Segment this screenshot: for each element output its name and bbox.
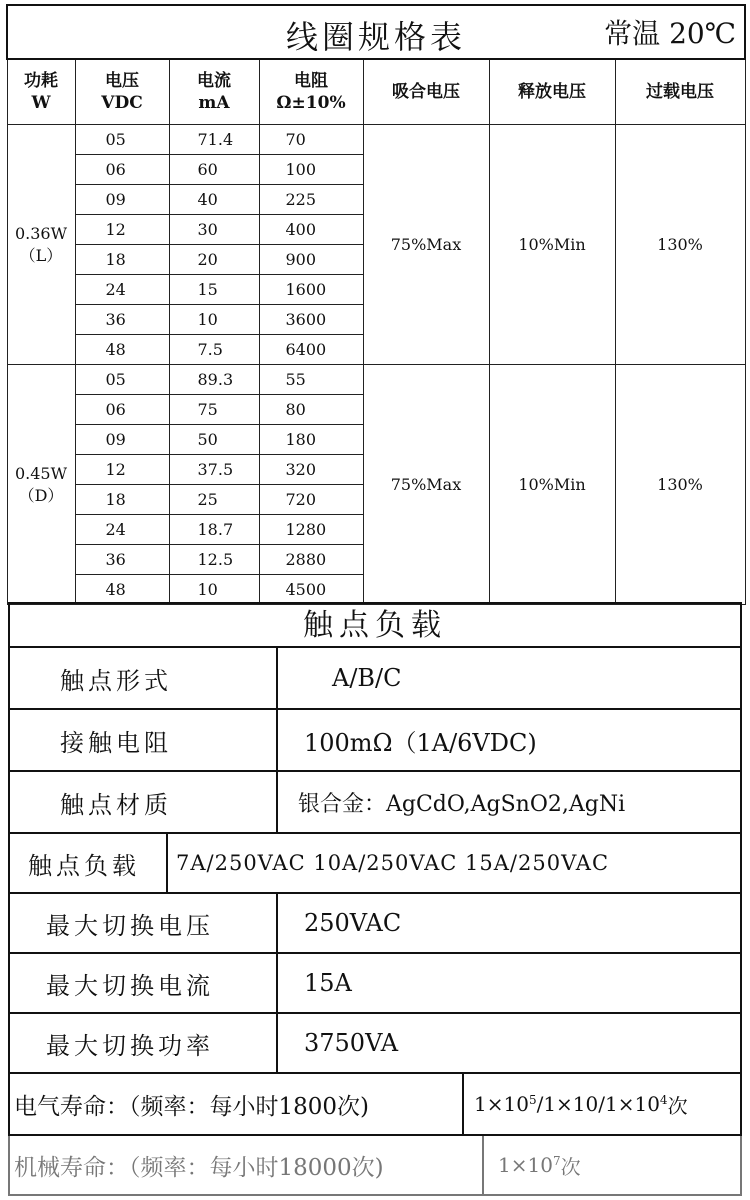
resistance-cell: 720 <box>259 485 363 515</box>
current-cell: 18.7 <box>169 515 259 545</box>
header-current: 电流 mA <box>169 59 259 125</box>
voltage-cell: 09 <box>75 425 169 455</box>
voltage-cell: 12 <box>75 455 169 485</box>
contact-row-label: 触点形式 <box>10 648 278 708</box>
voltage-cell: 05 <box>75 365 169 395</box>
resistance-cell: 320 <box>259 455 363 485</box>
table-row <box>7 125 745 155</box>
current-cell: 60 <box>169 155 259 185</box>
current-cell: 37.5 <box>169 455 259 485</box>
voltage-cell: 48 <box>75 335 169 365</box>
contact-row-value: 3750VA <box>304 1029 399 1057</box>
header-pickup-voltage: 吸合电压 <box>363 59 489 125</box>
mechanical-life-label: 机械寿命：（频率：每小时18000次) <box>10 1136 484 1194</box>
voltage-cell: 06 <box>75 395 169 425</box>
contact-row <box>8 894 742 954</box>
voltage-cell: 36 <box>75 545 169 575</box>
voltage-cell: 48 <box>75 575 169 605</box>
contact-row <box>8 772 742 834</box>
current-cell: 15 <box>169 275 259 305</box>
resistance-cell: 55 <box>259 365 363 395</box>
power-group-cell: 0.45W （D） <box>7 365 75 605</box>
header-voltage: 电压 VDC <box>75 59 169 125</box>
voltage-cell: 24 <box>75 515 169 545</box>
voltage-cell: 36 <box>75 305 169 335</box>
contact-row-value: 250VAC <box>304 909 402 937</box>
contact-row-label: 接触电阻 <box>10 710 278 770</box>
electrical-life-value: 1×10 $^5$ /1×10 /1×10 $^4$ 次 <box>474 1092 688 1118</box>
resistance-cell: 900 <box>259 245 363 275</box>
temperature-label: 常温 20℃ <box>604 17 737 50</box>
coil-table-title-cell <box>7 5 745 59</box>
current-cell: 10 <box>169 305 259 335</box>
pickup-voltage-cell: 75%Max <box>363 125 489 365</box>
voltage-cell: 05 <box>75 125 169 155</box>
resistance-cell: 225 <box>259 185 363 215</box>
current-cell: 25 <box>169 485 259 515</box>
resistance-cell: 180 <box>259 425 363 455</box>
contact-load-table <box>8 602 742 1196</box>
pickup-voltage-cell: 75%Max <box>363 365 489 605</box>
voltage-cell: 12 <box>75 215 169 245</box>
resistance-cell: 80 <box>259 395 363 425</box>
contact-row-label: 最大切换电压 <box>10 894 278 952</box>
resistance-cell: 70 <box>259 125 363 155</box>
resistance-cell: 1280 <box>259 515 363 545</box>
voltage-cell: 24 <box>75 275 169 305</box>
contact-row-value: 银合金：AgCdO,AgSnO2,AgNi <box>298 791 626 817</box>
contact-table-title: 触点负载 <box>8 602 742 648</box>
contact-row-value: 15A <box>304 969 352 997</box>
release-voltage-cell: 10%Min <box>489 365 615 605</box>
coil-spec-table <box>6 4 746 605</box>
voltage-cell: 09 <box>75 185 169 215</box>
contact-row <box>8 834 742 894</box>
table-row <box>7 365 745 395</box>
overload-voltage-cell: 130% <box>615 365 745 605</box>
power-group-cell: 0.36W （L） <box>7 125 75 365</box>
mechanical-life-value: 1×10 $^7$ 次 <box>498 1153 581 1179</box>
header-release-voltage: 释放电压 <box>489 59 615 125</box>
resistance-cell: 3600 <box>259 305 363 335</box>
resistance-cell: 2880 <box>259 545 363 575</box>
current-cell: 75 <box>169 395 259 425</box>
resistance-cell: 6400 <box>259 335 363 365</box>
current-cell: 30 <box>169 215 259 245</box>
contact-row-label: 触点负载 <box>10 834 168 892</box>
contact-row <box>8 710 742 772</box>
contact-row <box>8 954 742 1014</box>
coil-table-title: 线圈规格表 <box>286 18 467 56</box>
voltage-cell: 18 <box>75 485 169 515</box>
mechanical-life-row <box>8 1136 742 1196</box>
overload-voltage-cell: 130% <box>615 125 745 365</box>
header-power: 功耗 W <box>7 59 75 125</box>
contact-row-label: 触点材质 <box>10 772 278 832</box>
coil-table-body <box>7 125 745 605</box>
resistance-cell: 100 <box>259 155 363 185</box>
contact-row-value: 7A/250VAC 10A/250VAC 15A/250VAC <box>176 851 610 875</box>
current-cell: 71.4 <box>169 125 259 155</box>
current-cell: 40 <box>169 185 259 215</box>
current-cell: 12.5 <box>169 545 259 575</box>
voltage-cell: 18 <box>75 245 169 275</box>
current-cell: 89.3 <box>169 365 259 395</box>
contact-row-label: 最大切换电流 <box>10 954 278 1012</box>
header-resistance: 电阻 Ω±10% <box>259 59 363 125</box>
contact-row-value: 100mΩ（1A/6VDC) <box>304 728 537 757</box>
release-voltage-cell: 10%Min <box>489 125 615 365</box>
current-cell: 50 <box>169 425 259 455</box>
resistance-cell: 1600 <box>259 275 363 305</box>
current-cell: 7.5 <box>169 335 259 365</box>
electrical-life-row <box>8 1074 742 1136</box>
header-overload-voltage: 过载电压 <box>615 59 745 125</box>
electrical-life-label: 电气寿命：（频率：每小时1800次) <box>10 1074 464 1134</box>
contact-row <box>8 1014 742 1074</box>
voltage-cell: 06 <box>75 155 169 185</box>
contact-row-value: A/B/C <box>332 664 402 692</box>
contact-row-label: 最大切换功率 <box>10 1014 278 1072</box>
current-cell: 20 <box>169 245 259 275</box>
resistance-cell: 4500 <box>259 575 363 605</box>
contact-row <box>8 648 742 710</box>
resistance-cell: 400 <box>259 215 363 245</box>
current-cell: 10 <box>169 575 259 605</box>
